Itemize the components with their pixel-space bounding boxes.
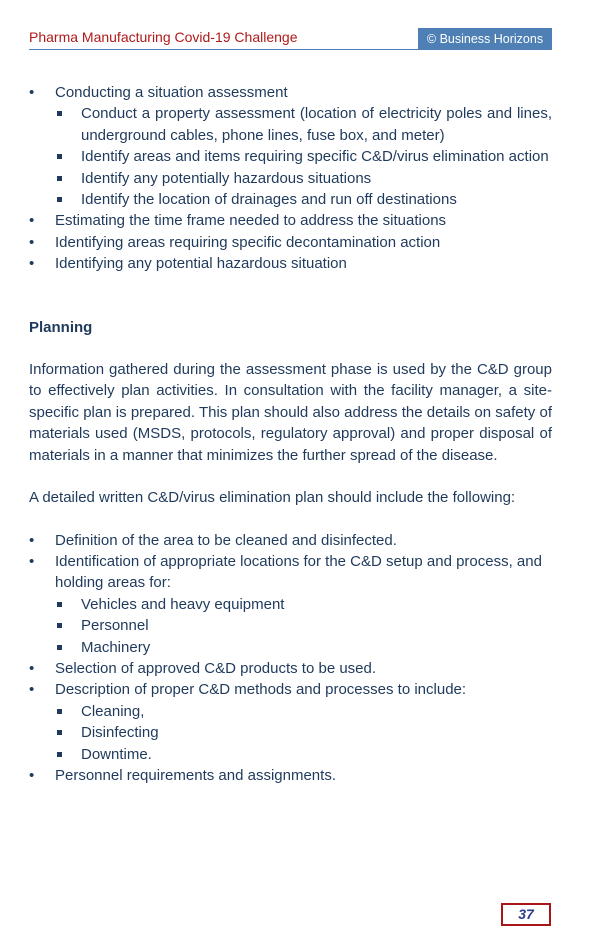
- list-item-text: Conducting a situation assessment: [55, 84, 288, 101]
- plan-list: [29, 530, 552, 787]
- list-item: [29, 232, 552, 253]
- sub-list-item-text: Identify the location of drainages and run off destinations: [81, 191, 457, 209]
- sub-list-item: [29, 168, 552, 189]
- sub-list-item-text: Identify areas and items requiring specific C&D/virus elimination action: [81, 148, 549, 166]
- spacer: [29, 338, 552, 359]
- sub-list-item: [29, 722, 552, 743]
- publisher-badge: © Business Horizons: [418, 28, 552, 50]
- list-item: [29, 210, 552, 231]
- sub-list-item-text: Personnel: [81, 617, 149, 635]
- list-item: [29, 765, 552, 786]
- list-item: [29, 679, 552, 700]
- list-item: [29, 658, 552, 679]
- sub-list-item: [29, 744, 552, 765]
- sub-list-item-text: Downtime.: [81, 745, 152, 763]
- sub-list-item-text: Cleaning,: [81, 702, 145, 720]
- list-item-text: Personnel requirements and assignments.: [55, 766, 336, 784]
- spacer: [29, 509, 552, 530]
- list-item-text: Selection of approved C&D products to be used.: [55, 659, 377, 677]
- list-item-text: Description of proper C&D methods and processes to include:: [55, 681, 467, 699]
- assessment-list: [29, 82, 552, 275]
- sub-list-item-text: Disinfecting: [81, 724, 159, 742]
- sub-list-item: [29, 103, 552, 146]
- sub-list-item: [29, 615, 552, 636]
- sub-list-item: [29, 146, 552, 167]
- document-title: Pharma Manufacturing Covid-19 Challenge: [29, 29, 298, 45]
- sub-list-item: [29, 189, 552, 210]
- sub-list-item: [29, 637, 552, 658]
- list-item-text: Identification of appropriate locations for the C&D setup and process, and holding areas for:: [55, 552, 542, 592]
- list-item-text: Identifying areas requiring specific decontamination action: [55, 233, 441, 251]
- page-body: [29, 82, 552, 786]
- spacer: [29, 275, 552, 317]
- paragraph: A detailed written C&D/virus elimination plan should include the following:: [29, 489, 516, 507]
- sub-list-item: [29, 701, 552, 722]
- header-divider: [29, 49, 552, 50]
- sub-list-item-text: Machinery: [81, 638, 151, 656]
- section-heading: Planning: [29, 318, 93, 336]
- list-item: [29, 551, 552, 594]
- sub-list-item-text: Identify any potentially hazardous situations: [81, 169, 372, 187]
- page-number: 37: [501, 903, 551, 926]
- list-item-text: Identifying any potential hazardous situation: [55, 255, 347, 273]
- list-item: [29, 530, 552, 551]
- paragraph: Information gathered during the assessment phase is used by the C&D group to effectively plan activities. In consultation with the facility manager, a site-specific plan is prepared. This plan should also address the details on safety of materials used (MSDS, protocols, regulatory approval) and proper disposal of materials in a manner that minimizes the further spread of the disease.: [29, 361, 552, 464]
- list-item: [29, 253, 552, 274]
- list-item-text: Definition of the area to be cleaned and disinfected.: [55, 531, 397, 549]
- list-item: [29, 82, 552, 103]
- spacer: [29, 466, 552, 487]
- sub-list-item: [29, 594, 552, 615]
- sub-list-item-text: Vehicles and heavy equipment: [81, 595, 285, 613]
- sub-list-item-text: Conduct a property assessment (location of electricity poles and lines, underground cables, phone lines, fuse box, and meter): [81, 105, 552, 144]
- list-item-text: Estimating the time frame needed to address the situations: [55, 212, 447, 230]
